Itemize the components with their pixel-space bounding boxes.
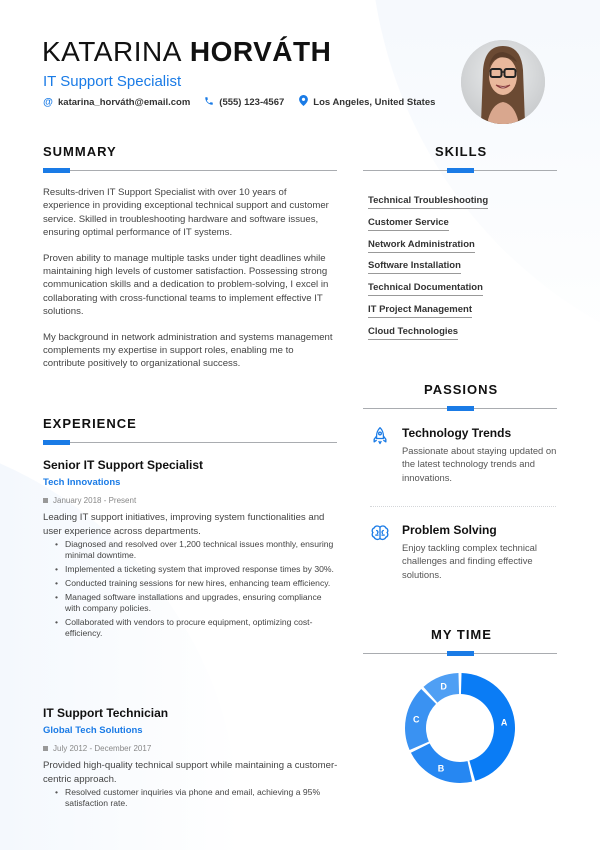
experience-divider: [43, 442, 337, 443]
donut-label-d: D: [440, 681, 447, 692]
candidate-name: [42, 36, 331, 68]
skill-item: IT Project Management: [368, 304, 472, 318]
contact-location: [298, 95, 435, 109]
skill-item: Technical Troubleshooting: [368, 195, 488, 209]
job-bullet: • Collaborated with vendors to procure equipment, optimizing cost-efficiency.: [55, 617, 338, 639]
donut-label-b: B: [437, 763, 445, 774]
job-company: Global Tech Solutions: [43, 725, 143, 736]
skills-heading: SKILLS: [435, 144, 488, 159]
job-bullet: • Resolved customer inquiries via phone and email, achieving a 95% satisfaction rate.: [55, 787, 338, 809]
passion-description: Enjoy tackling complex technical challenges and finding effective solutions.: [402, 542, 537, 580]
passion-title: Problem Solving: [402, 523, 497, 537]
at-icon: @: [43, 96, 53, 108]
skills-list: [368, 190, 488, 343]
summary-paragraph: Proven ability to manage multiple tasks under tight deadlines while maintaining high levels of customer satisfaction. Possessing strong communication skills and a dedication to problem-solving, I excel in collaborating with cross-functional teams to implement effective IT solutions.: [43, 252, 329, 318]
skill-item: Software Installation: [368, 260, 461, 274]
my-time-chart: [395, 672, 525, 784]
phone-icon: [204, 96, 214, 109]
experience-accent-bar: [43, 440, 70, 445]
summary-heading: SUMMARY: [43, 144, 117, 159]
job-dates: [43, 496, 338, 505]
skill-item: Technical Documentation: [368, 282, 483, 296]
job-bullet: • Implemented a ticketing system that improved response times by 30%.: [55, 564, 338, 575]
skills-accent-bar: [447, 168, 474, 173]
rocket-icon: [370, 426, 390, 446]
first-name: KATARINA: [42, 36, 182, 67]
job-role: IT Support Technician: [43, 706, 169, 720]
job-company: Tech Innovations: [43, 477, 121, 488]
job-description: Provided high-quality technical support while maintaining a customer-centric approach.: [43, 760, 338, 785]
job-title: IT Support Specialist: [43, 73, 182, 90]
job-dates: [43, 744, 338, 753]
calendar-icon: [43, 498, 48, 503]
last-name: HORVÁTH: [189, 36, 332, 67]
job-dates-text: January 2018 - Present: [53, 496, 137, 505]
job-dates-text: July 2012 - December 2017: [53, 744, 152, 753]
skill-item: Customer Service: [368, 217, 449, 231]
donut-label-c: C: [413, 714, 420, 725]
job-bullet: • Managed software installations and upgrades, ensuring compliance with company policies.: [55, 592, 338, 614]
location-pin-icon: [298, 95, 308, 109]
donut-slice-c: [405, 689, 436, 750]
experience-entry: [43, 458, 338, 642]
job-role: Senior IT Support Specialist: [43, 458, 204, 472]
contact-phone[interactable]: [204, 95, 284, 109]
experience-heading: EXPERIENCE: [43, 416, 137, 431]
job-description: Leading IT support initiatives, improving system functionalities and user experience across departments.: [43, 512, 325, 537]
my-time-heading: MY TIME: [431, 627, 492, 642]
phone-text: (555) 123-4567: [219, 96, 285, 108]
summary-paragraph: My background in network administration and systems management complements my expertise in support roles, enabling me to contribute positively to organizational success.: [43, 331, 333, 370]
calendar-icon: [43, 746, 48, 751]
summary-divider: [43, 170, 337, 171]
job-bullet: • Conducted training sessions for new hires, enhancing team efficiency.: [55, 578, 338, 589]
passions-heading: PASSIONS: [424, 382, 499, 397]
location-text: Los Angeles, United States: [313, 96, 436, 108]
email-text: katarina_horváth@email.com: [58, 96, 191, 108]
passion-title: Technology Trends: [402, 426, 512, 440]
job-bullet-list: [55, 787, 338, 809]
experience-entry: [43, 706, 338, 812]
passions-accent-bar: [447, 406, 474, 411]
donut-chart-svg: [395, 672, 525, 784]
brain-icon: [370, 523, 390, 543]
donut-label-a: A: [500, 717, 508, 728]
summary-paragraph: Results-driven IT Support Specialist with over 10 years of experience in providing exceptional technical support and customer service. Skilled in troubleshooting hardware and software issues, ensuring optimal performance of IT systems.: [43, 187, 329, 239]
skill-item: Cloud Technologies: [368, 326, 458, 340]
passion-description: Passionate about staying updated on the latest technology trends and innovations.: [402, 445, 557, 483]
job-bullet-list: [55, 539, 338, 639]
summary-text: [43, 186, 335, 383]
summary-accent-bar: [43, 168, 70, 173]
contact-email[interactable]: [43, 95, 190, 109]
job-bullet: • Diagnosed and resolved over 1,200 technical issues monthly, ensuring minimal downtime.: [55, 539, 338, 561]
contact-info: [43, 95, 435, 109]
profile-photo: [461, 40, 545, 124]
skill-item: Network Administration: [368, 239, 475, 253]
passion-separator: [370, 506, 556, 507]
my-time-accent-bar: [447, 651, 474, 656]
